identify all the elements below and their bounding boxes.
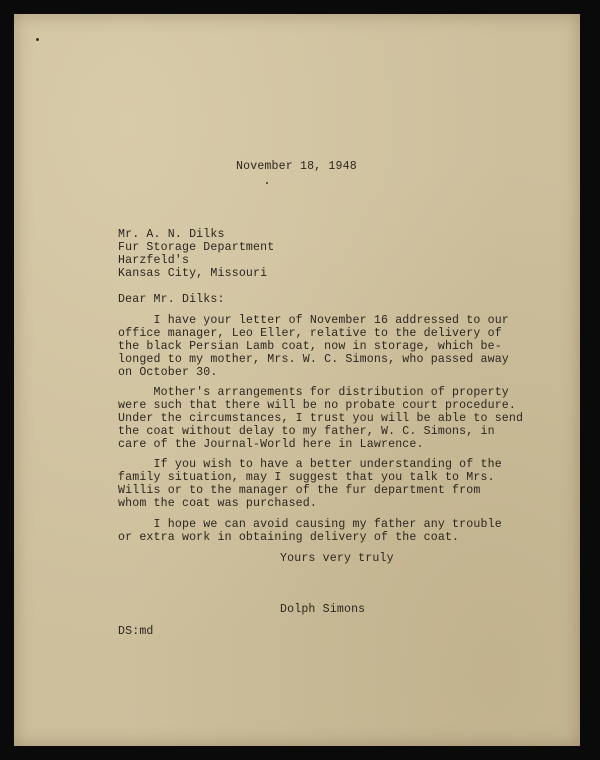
reference-initials: DS:md	[118, 625, 154, 638]
paragraph-line: longed to my mother, Mrs. W. C. Simons, who passed away	[118, 353, 509, 366]
paragraph-line: I have your letter of November 16 addressed to our	[118, 314, 509, 327]
recipient-company: Harzfeld's	[118, 254, 190, 267]
paragraph-line: Under the circumstances, I trust you will be able to send	[118, 412, 524, 425]
ink-speck	[266, 182, 268, 184]
paragraph-line: I hope we can avoid causing my father any trouble	[118, 518, 502, 531]
paragraph-line: Willis or to the manager of the fur department from	[118, 484, 481, 497]
paragraph-line: were such that there will be no probate court procedure.	[118, 399, 517, 412]
complimentary-close: Yours very truly	[280, 552, 394, 565]
paragraph-line: whom the coat was purchased.	[118, 497, 318, 510]
paragraph-line: If you wish to have a better understanding of the	[118, 458, 502, 471]
recipient-name: Mr. A. N. Dilks	[118, 228, 225, 241]
letter-date: November 18, 1948	[236, 160, 357, 173]
paragraph-line: family situation, may I suggest that you talk to Mrs.	[118, 471, 495, 484]
paragraph-line: the coat without delay to my father, W. C. Simons, in	[118, 425, 495, 438]
recipient-department: Fur Storage Department	[118, 241, 275, 254]
signature-name: Dolph Simons	[280, 603, 366, 616]
paragraph-line: or extra work in obtaining delivery of the coat.	[118, 531, 460, 544]
salutation: Dear Mr. Dilks:	[118, 293, 225, 306]
paragraph-line: on October 30.	[118, 366, 218, 379]
paragraph-line: office manager, Leo Eller, relative to the delivery of	[118, 327, 502, 340]
paragraph-line: Mother's arrangements for distribution of property	[118, 386, 509, 399]
paragraph-line: the black Persian Lamb coat, now in storage, which be-	[118, 340, 502, 353]
letter-page	[14, 14, 580, 746]
punch-mark	[36, 38, 39, 41]
recipient-city: Kansas City, Missouri	[118, 267, 268, 280]
paragraph-line: care of the Journal-World here in Lawrence.	[118, 438, 424, 451]
